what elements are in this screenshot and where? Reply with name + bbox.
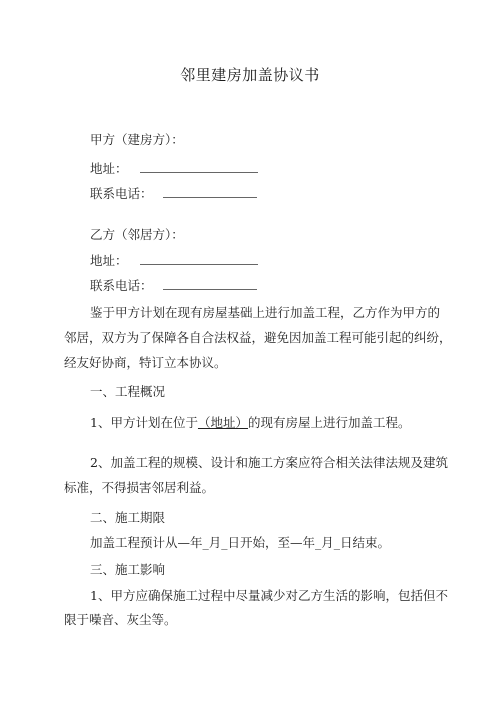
section-1-item-2-line-2: 标准，不得损害邻居利益。 — [64, 480, 215, 495]
party-b-address-label: 地址： — [90, 253, 128, 268]
party-b-address-blank — [140, 252, 258, 265]
party-a-address-label: 地址： — [90, 161, 128, 176]
preamble-line-2: 邻居，双方为了保障各自合法权益，避免因加盖工程可能引起的纠纷， — [64, 330, 452, 345]
party-b-phone-blank — [163, 277, 257, 290]
party-a-phone-row — [90, 184, 257, 202]
section-3-heading: 三、施工影响 — [90, 562, 166, 577]
party-b-phone-row — [90, 276, 257, 294]
party-a-address-row — [90, 159, 258, 177]
party-b-address-row — [90, 251, 258, 269]
section-3-item-1-line-1: 1、甲方应确保施工过程中尽量减少对乙方生活的影响，包括但不 — [90, 588, 448, 603]
document-title: 邻里建房加盖协议书 — [180, 66, 320, 84]
preamble-line-1: 鉴于甲方计划在现有房屋基础上进行加盖工程，乙方作为甲方的 — [90, 305, 441, 320]
section-1-item-2-line-1: 2、加盖工程的规模、设计和施工方案应符合相关法律法规及建筑 — [90, 455, 448, 470]
party-a-phone-blank — [163, 185, 257, 198]
section-2-text: 加盖工程预计从—年_月_日开始，至—年_月_日结束。 — [90, 535, 391, 550]
party-b-label: 乙方（邻居方）： — [90, 227, 184, 242]
party-b-phone-label: 联系电话： — [90, 278, 153, 293]
party-a-address-blank — [140, 160, 258, 173]
section-1-item-1-suffix: 的现有房屋上进行加盖工程。 — [247, 415, 411, 430]
address-placeholder: （地址） — [197, 415, 248, 430]
party-a-label: 甲方（建房方）： — [90, 132, 184, 147]
section-2-heading: 二、施工期限 — [90, 510, 166, 525]
preamble-line-3: 经友好协商，特订立本协议。 — [64, 355, 227, 370]
party-a-phone-label: 联系电话： — [90, 186, 153, 201]
section-1-item-1-prefix: 1、甲方计划在位于 — [90, 415, 198, 430]
section-1-item-1 — [90, 413, 411, 431]
section-1-heading: 一、工程概况 — [90, 384, 166, 399]
section-3-item-1-line-2: 限于噪音、灰尘等。 — [64, 612, 177, 627]
